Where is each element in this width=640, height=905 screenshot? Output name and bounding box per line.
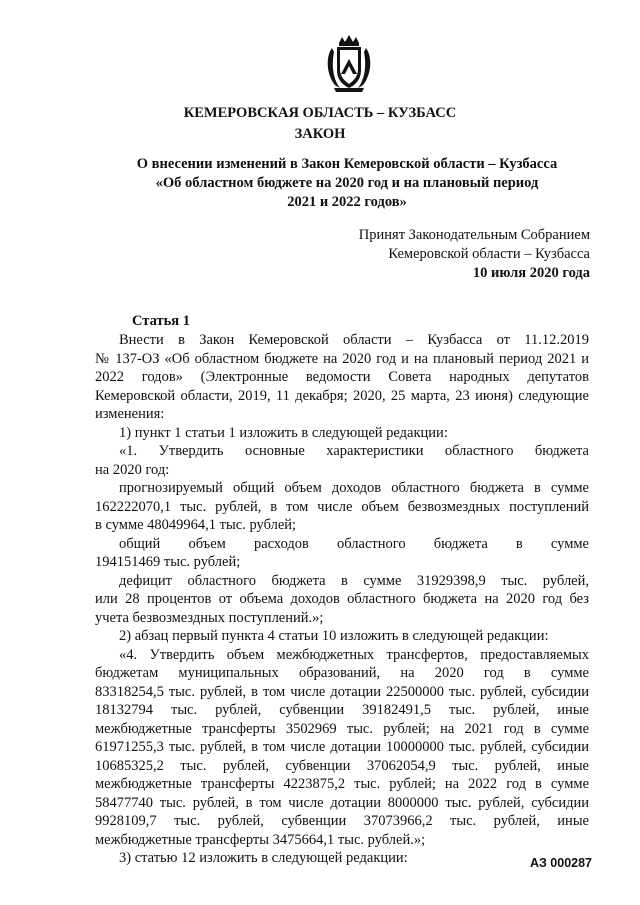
- text-line: 2) абзац первый пункта 4 статьи 10 изложить в следующей редакции:: [119, 628, 549, 644]
- adoption-line-body: Принят Законодательным Собранием: [358, 227, 590, 243]
- law-subject: [120, 155, 574, 212]
- document-type-title: ЗАКОН: [294, 126, 346, 142]
- text-line: 9928109,7 тыс. рублей, субвенции 37073966,2 тыс. рублей, иные: [95, 813, 589, 829]
- adoption-block: [359, 226, 590, 283]
- article-heading: Статья 1: [132, 313, 190, 329]
- text-line: Внести в Закон Кемеровской области – Кузбасса от 11.12.2019: [119, 332, 589, 348]
- subject-line: О внесении изменений в Закон Кемеровской области – Кузбасса: [136, 156, 558, 172]
- text-line: 3) статью 12 изложить в следующей редакции:: [119, 850, 408, 866]
- text-line: 2022 годов» (Электронные ведомости Совета народных депутатов: [95, 369, 589, 385]
- text-line: общий объем расходов областного бюджета в сумме: [119, 535, 589, 552]
- text-line: № 137-ОЗ «Об областном бюджете на 2020 год и на плановый период 2021 и: [95, 350, 589, 367]
- text-line: 61971255,3 тыс. рублей, в том числе дотации 10000000 тыс. рублей, субсидии: [95, 739, 589, 755]
- text-line: «4. Утвердить объем межбюджетных трансфертов, предоставляемых: [119, 646, 589, 663]
- text-line: прогнозируемый общий объем доходов областного бюджета в сумме: [119, 480, 589, 496]
- text-line: межбюджетные трансферты 4223875,2 тыс. рублей; на 2022 год в сумме: [95, 776, 589, 792]
- text-line: учета безвозмездных поступлений.»;: [95, 609, 324, 626]
- adoption-date: 10 июля 2020 года: [472, 265, 590, 281]
- text-line: 83318254,5 тыс. рублей, в том числе дотации 22500000 тыс. рублей, субсидии: [95, 683, 589, 700]
- text-line: 58477740 тыс. рублей, в том числе дотации 8000000 тыс. рублей, субсидии: [95, 794, 589, 811]
- text-line: дефицит областного бюджета в сумме 31929398,9 тыс. рублей,: [119, 572, 589, 589]
- text-line: 18132794 тыс. рублей, субвенции 39182491,5 тыс. рублей, иные: [95, 702, 589, 718]
- text-line: изменения:: [95, 406, 165, 422]
- document-serial-number: АЗ 000287: [529, 856, 592, 870]
- text-line: Кемеровской области, 2019, 11 декабря; 2020, 25 марта, 23 июня) следующие: [95, 387, 589, 404]
- text-line: 162222070,1 тыс. рублей, в том числе объем безвозмездных поступлений: [95, 498, 589, 515]
- text-line: 194151469 тыс. рублей;: [95, 554, 241, 570]
- adoption-line-region: Кемеровской области – Кузбасса: [388, 246, 590, 262]
- subject-line: 2021 и 2022 годов»: [287, 194, 407, 210]
- text-line: межбюджетные трансферты 3502969 тыс. рублей; на 2021 год в сумме: [95, 720, 589, 737]
- text-line: «1. Утвердить основные характеристики областного бюджета: [119, 443, 589, 459]
- kuzbass-coat-of-arms-icon: [322, 34, 376, 96]
- text-line: 10685325,2 тыс. рублей, субвенции 37062054,9 тыс. рублей, иные: [95, 757, 589, 774]
- text-line: межбюджетные трансферты 3475664,1 тыс. рублей.»;: [95, 831, 426, 848]
- region-title: КЕМЕРОВСКАЯ ОБЛАСТЬ – КУЗБАСС: [183, 105, 457, 121]
- text-line: бюджетам муниципальных образований, на 2020 год в сумме: [95, 665, 589, 681]
- text-line: в сумме 48049964,1 тыс. рублей;: [95, 517, 297, 533]
- text-line: 1) пункт 1 статьи 1 изложить в следующей редакции:: [119, 424, 448, 441]
- text-line: или 28 процентов от объема доходов областного бюджета на 2020 год без: [95, 591, 589, 607]
- text-line: на 2020 год:: [95, 461, 170, 478]
- subject-line: «Об областном бюджете на 2020 год и на плановый период: [155, 175, 539, 191]
- article-body: [95, 331, 589, 868]
